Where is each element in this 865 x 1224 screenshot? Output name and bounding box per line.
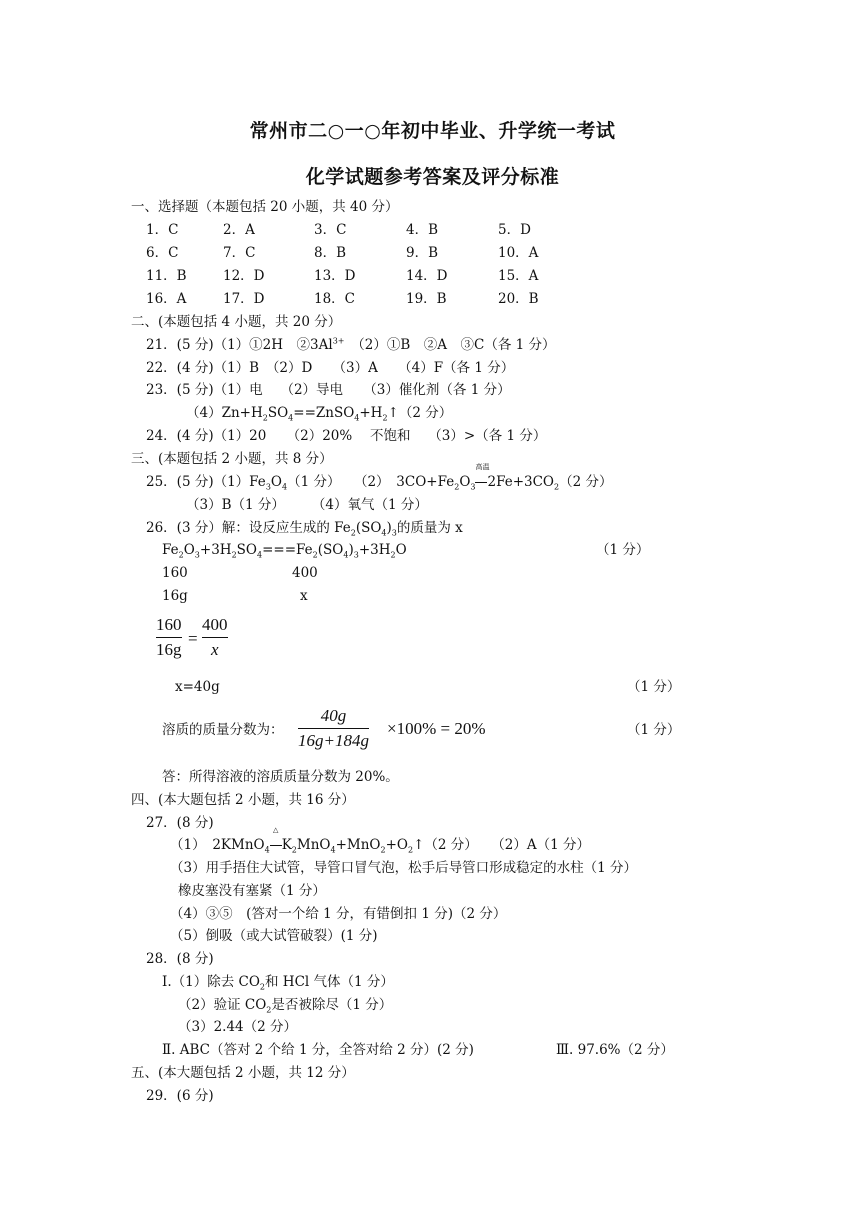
ratio-fraction-right: 400 x: [202, 615, 228, 659]
reaction-condition-arrow: 高温: [475, 473, 487, 491]
answer-item: 11．B: [146, 268, 187, 284]
question-26-intro: 26．(3 分）解：设反应生成的 $Fe_2(SO_4)_3$的质量为 x: [146, 520, 463, 538]
question-27-line: （5）倒吸（或大试管破裂）(1 分): [170, 928, 378, 944]
answer-item: 20．B: [498, 291, 539, 307]
answer-item: 14．D: [406, 268, 448, 284]
section-3-heading: 三、(本题包括 2 小题，共 8 分）: [131, 451, 333, 467]
answer-item: 8．B: [314, 245, 347, 261]
question-27-heading: 27．(8 分): [146, 815, 214, 831]
mass-fraction-label: 溶质的质量分数为：: [162, 722, 284, 738]
question-25: 25．(5 分)$(1)Fe_3O_4(1$ 分） （2） $3CO+Fe_2O_3$ 高温 $2Fe+3CO_2(2$ 分）: [146, 463, 613, 492]
question-28-line: Ⅰ.（1）除去 $CO_2$和 HCl 气体（1 分）: [162, 974, 394, 992]
equals-sign: =: [188, 629, 198, 648]
question-23-part-4: $(4)Zn+H_2SO_4==ZnSO_4+H_2↑(2$ 分）: [186, 405, 453, 423]
answer-item: 16．A: [146, 291, 187, 307]
question-21: 21．(5 分)（1）①2H $②3Al^{3+}$ （2）①B ②A ③C（各 1 分）: [146, 336, 556, 353]
question-24: 24．(4 分)（1）20 （2）20% 不饱和 （3）>（各 1 分）: [146, 428, 547, 444]
answer-item: 4．B: [406, 222, 439, 238]
answer-item: 13．D: [314, 268, 356, 284]
question-26-answer: 答：所得溶液的溶质质量分数为 20%。: [162, 769, 399, 785]
molar-mass-value: 400: [292, 565, 318, 581]
ratio-fraction-left: 160 16g: [156, 615, 182, 659]
mass-fraction: 40g 16g+184g: [298, 706, 369, 750]
question-25-parts-3-4: （3）B（1 分） （4）氧气（1 分）: [186, 497, 428, 513]
molar-mass-value: 160: [162, 565, 188, 581]
question-27-line: 橡皮塞没有塞紧（1 分）: [178, 883, 326, 899]
answer-item: 19．B: [406, 291, 447, 307]
question-28-line: （2）验证 $CO_2$是否被除尽（1 分）: [178, 997, 393, 1015]
answer-item: 6．C: [146, 245, 179, 261]
question-27-line: （1） 2KMnO$_4$ △ $K_2MnO_4+MnO_2+O_2↑(2$ 分） （2）A（1 分）: [170, 826, 590, 855]
section-5-heading: 五、(本大题包括 2 小题，共 12 分）: [131, 1065, 355, 1081]
section-2-heading: 二、(本题包括 4 小题，共 20 分）: [131, 314, 342, 330]
question-28-line: （3）2.44（2 分）: [178, 1019, 298, 1035]
question-27-line: （4）③⑤ (答对一个给 1 分，有错倒扣 1 分)（2 分）: [170, 906, 507, 922]
given-mass: 16g: [162, 588, 188, 604]
answer-item: 3．C: [314, 222, 347, 238]
section-1-heading: 一、选择题（本题包括 20 小题，共 40 分）: [131, 199, 399, 215]
score-label: （1 分）: [627, 679, 681, 695]
question-29-heading: 29．(6 分): [146, 1088, 214, 1104]
answer-item: 15．A: [498, 268, 539, 284]
question-23: 23．(5 分)（1）电 （2）导电 （3）催化剂（各 1 分）: [146, 382, 511, 398]
document-title: 常州市二○一○年初中毕业、升学统一考试: [249, 120, 616, 142]
chemical-equation: $Fe_2O_3+3H_2SO_4===Fe_2(SO_4)_3+3H_2O$: [162, 542, 407, 560]
answer-item: 2．A: [223, 222, 255, 238]
score-label: （1 分）: [627, 722, 681, 738]
mass-fraction-result: ×100% = 20%: [387, 719, 486, 738]
answer-item: 5．D: [498, 222, 531, 238]
answer-item: 18．C: [314, 291, 356, 307]
answer-item: 17．D: [223, 291, 265, 307]
answer-item: 7．C: [223, 245, 256, 261]
answer-item: 10．A: [498, 245, 539, 261]
x-result: x=40g: [175, 679, 220, 695]
question-28-line: Ⅱ. ABC（答对 2 个给 1 分，全答对给 2 分）(2 分): [162, 1042, 474, 1058]
answer-item: 1．C: [146, 222, 179, 238]
document-subtitle: 化学试题参考答案及评分标准: [305, 166, 560, 188]
question-22: 22．(4 分)（1）B （2）D （3）A （4）F（各 1 分）: [146, 360, 515, 376]
question-28-line: Ⅲ. 97.6%（2 分）: [556, 1042, 674, 1058]
section-4-heading: 四、(本大题包括 2 小题，共 16 分）: [131, 792, 355, 808]
question-27-line: （3）用手捂住大试管，导管口冒气泡，松手后导管口形成稳定的水柱（1 分）: [170, 860, 637, 876]
answer-item: 12．D: [223, 268, 265, 284]
unknown-mass: x: [300, 588, 308, 604]
score-label: （1 分）: [596, 542, 650, 558]
answer-item: 9．B: [406, 245, 439, 261]
question-28-heading: 28．(8 分): [146, 951, 214, 967]
reaction-condition-arrow: △: [270, 836, 282, 854]
